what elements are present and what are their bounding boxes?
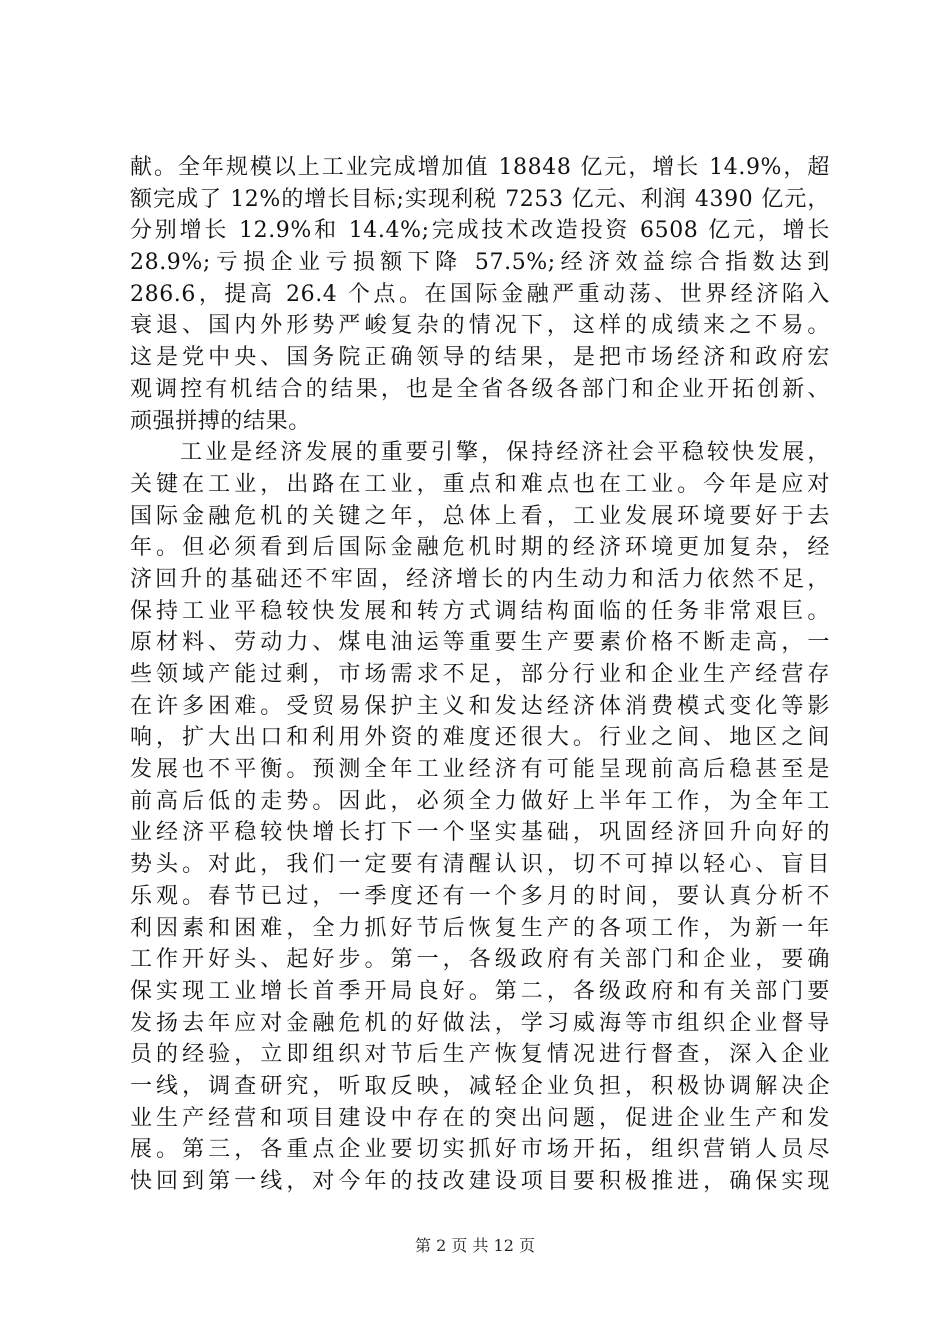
text-line: 工作开好头、起好步。第一，各级政府有关部门和企业，要确 [130, 947, 830, 973]
text-line: 分别增长 12.9%和 14.4%;完成技术改造投资 6508 亿元，增长 [130, 218, 830, 244]
text-line: 原材料、劳动力、煤电油运等重要生产要素价格不断走高，一 [130, 630, 830, 656]
text-line: 这是党中央、国务院正确领导的结果，是把市场经济和政府宏 [130, 345, 830, 371]
text-line: 前高后低的走势。因此，必须全力做好上半年工作，为全年工 [130, 788, 830, 814]
text-line: 业经济平稳较快增长打下一个坚实基础，巩固经济回升向好的 [130, 820, 830, 846]
text-line: 保实现工业增长首季开局良好。第二，各级政府和有关部门要 [130, 978, 830, 1004]
text-line: 献。全年规模以上工业完成增加值 18848 亿元，增长 14.9%，超 [130, 155, 830, 180]
text-line: 一线，调查研究，听取反映，减轻企业负担，积极协调解决企 [130, 1073, 830, 1099]
text-line: 展。第三，各重点企业要切实抓好市场开拓，组织营销人员尽 [130, 1137, 830, 1163]
text-line: 乐观。春节已过，一季度还有一个多月的时间，要认真分析不 [130, 883, 830, 909]
text-line: 国际金融危机的关键之年，总体上看，工业发展环境要好于去 [130, 503, 830, 529]
paragraph [130, 437, 830, 1198]
text-line: 发扬去年应对金融危机的好做法，学习威海等市组织企业督导 [130, 1010, 830, 1036]
paragraph [130, 152, 830, 437]
text-line: 保持工业平稳较快发展和转方式调结构面临的任务非常艰巨。 [130, 598, 830, 624]
text-line: 快回到第一线，对今年的技改建设项目要积极推进，确保实现 [130, 1169, 830, 1194]
text-line: 286.6，提高 26.4 个点。在国际金融严重动荡、世界经济陷入 [130, 281, 830, 307]
page-footer: 第 2 页 共 12 页 [415, 1236, 535, 1255]
text-line: 利因素和困难，全力抓好节后恢复生产的各项工作，为新一年 [130, 915, 830, 941]
text-line: 关键在工业，出路在工业，重点和难点也在工业。今年是应对 [130, 471, 830, 497]
text-line: 些领域产能过剩，市场需求不足，部分行业和企业生产经营存 [130, 662, 830, 687]
body-text [130, 152, 830, 1198]
text-line: 衰退、国内外形势严峻复杂的情况下，这样的成绩来之不易。 [130, 313, 830, 339]
text-line: 观调控有机结合的结果，也是全省各级各部门和企业开拓创新、 [130, 376, 830, 402]
text-line: 响，扩大出口和利用外资的难度还很大。行业之间、地区之间 [130, 725, 830, 751]
text-line: 势头。对此，我们一定要有清醒认识，切不可掉以轻心、盲目 [130, 852, 830, 878]
text-line: 年。但必须看到后国际金融危机时期的经济环境更加复杂，经 [130, 535, 830, 561]
text-line: 业生产经营和项目建设中存在的突出问题，促进企业生产和发 [130, 1105, 830, 1131]
text-line: 额完成了 12%的增长目标;实现利税 7253 亿元、利润 4390 亿元， [130, 186, 830, 212]
text-line: 员的经验，立即组织对节后生产恢复情况进行督查，深入企业 [130, 1042, 830, 1068]
text-line: 济回升的基础还不牢固，经济增长的内生动力和活力依然不足， [130, 566, 830, 592]
text-line: 发展也不平衡。预测全年工业经济有可能呈现前高后稳甚至是 [130, 757, 830, 783]
text-line: 28.9%;亏损企业亏损额下降 57.5%;经济效益综合指数达到 [130, 250, 830, 276]
text-line: 在许多困难。受贸易保护主义和发达经济体消费模式变化等影 [130, 693, 830, 719]
text-line: 顽强拼搏的结果。 [130, 408, 311, 434]
text-line: 工业是经济发展的重要引擎，保持经济社会平稳较快发展， [180, 440, 830, 466]
